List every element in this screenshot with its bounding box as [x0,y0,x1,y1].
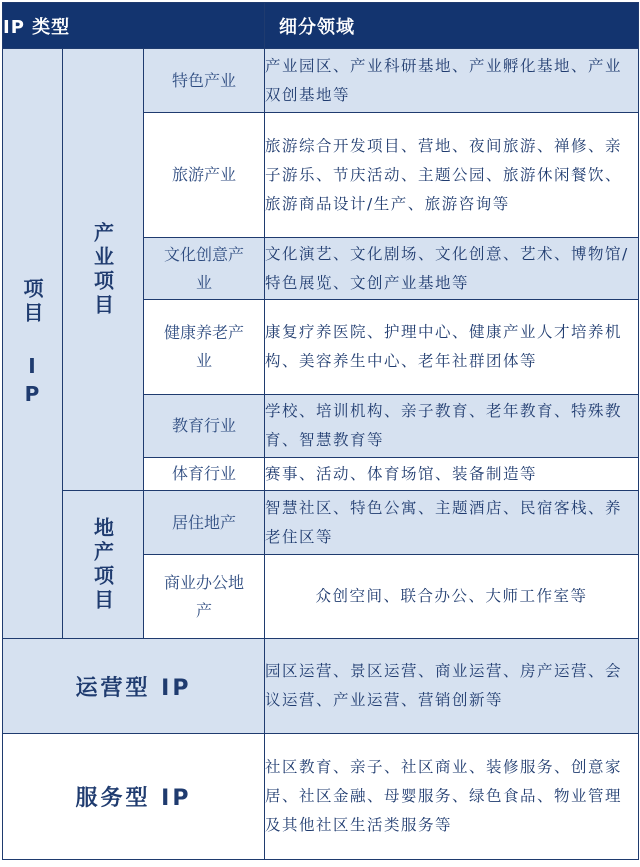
operation-ip-label: 运营型 IP [3,639,265,734]
subcategory-desc: 旅游综合开发项目、营地、夜间旅游、禅修、亲子游乐、节庆活动、主题公园、旅游休闲餐饮、旅游商品设计/生产、旅游咨询等 [265,113,639,238]
subcategory-desc: 学校、培训机构、亲子教育、老年教育、特殊教育、智慧教育等 [265,395,639,458]
table-row [3,639,639,734]
subcategory-desc: 产业园区、产业科研基地、产业孵化基地、产业双创基地等 [265,49,639,113]
header-ip-type: IP 类型 [3,3,265,49]
table-row [3,49,639,113]
table-row [3,734,639,860]
subcategory-name: 旅游产业 [144,113,265,238]
subcategory-name: 居住地产 [144,491,265,555]
industry-project-label: 产业项目 [63,49,144,491]
ip-classification-table [2,2,639,860]
subcategory-name: 特色产业 [144,49,265,113]
table-row [3,491,639,555]
subcategory-desc: 众创空间、联合办公、大师工作室等 [265,555,639,639]
service-ip-desc: 社区教育、亲子、社区商业、装修服务、创意家居、社区金融、母婴服务、绿色食品、物业管理及其他社区生活类服务等 [265,734,639,860]
header-subfield: 细分领域 [265,3,639,49]
subcategory-desc: 文化演艺、文化剧场、文化创意、艺术、博物馆/特色展览、文创产业基地等 [265,238,639,300]
subcategory-name: 健康养老产业 [144,300,265,395]
project-ip-label: 项目 IP [3,49,63,639]
service-ip-label: 服务型 IP [3,734,265,860]
subcategory-desc: 智慧社区、特色公寓、主题酒店、民宿客栈、养老住区等 [265,491,639,555]
subcategory-desc: 康复疗养医院、护理中心、健康产业人才培养机构、美容养生中心、老年社群团体等 [265,300,639,395]
realestate-project-label: 地产项目 [63,491,144,639]
subcategory-name: 体育行业 [144,458,265,491]
header-row [3,3,639,49]
subcategory-desc: 赛事、活动、体育场馆、装备制造等 [265,458,639,491]
operation-ip-desc: 园区运营、景区运营、商业运营、房产运营、会议运营、产业运营、营销创新等 [265,639,639,734]
subcategory-name: 教育行业 [144,395,265,458]
subcategory-name: 文化创意产业 [144,238,265,300]
subcategory-name: 商业办公地产 [144,555,265,639]
